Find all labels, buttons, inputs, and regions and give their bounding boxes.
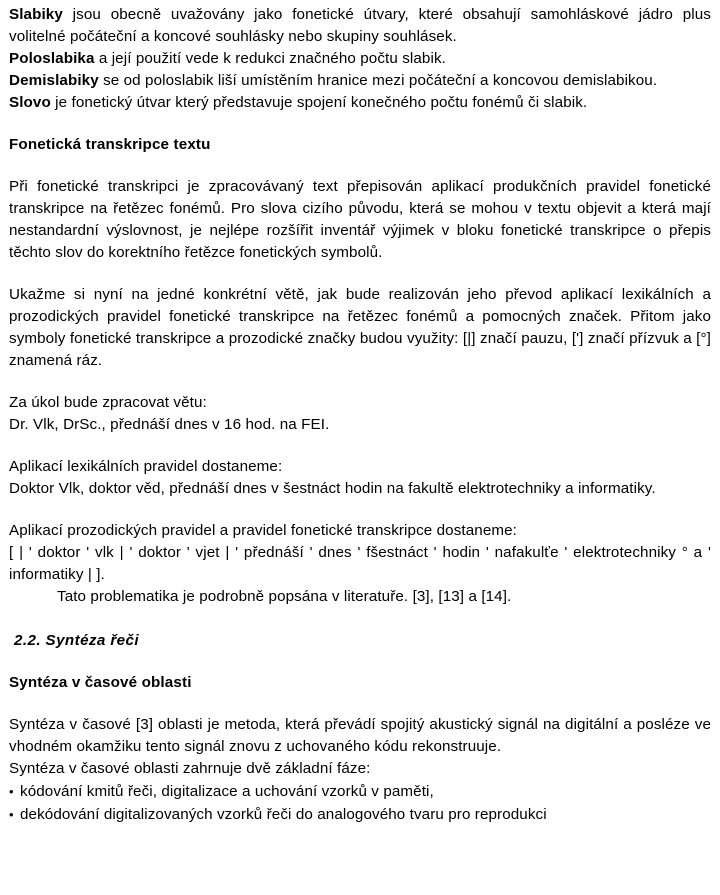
list-item [9,803,711,826]
definition-slabiky-term: Slabiky [9,6,63,23]
label-lexical-rules: Aplikací lexikálních pravidel dostaneme: [9,458,283,475]
heading-section-2-2: 2.2. Syntéza řeči [14,632,139,649]
result-prosodic-transcription: [ | ' doktor ' vlk | ' doktor ' vjet | ' přednáší ' dnes ' fšestnáct ' hodin ' nafakulťe ' elektrotechniky ° a ' informatiky | ]. [9,544,711,583]
definition-slovo-text: je fonetický útvar který představuje spojení konečného počtu fonémů či slabik. [50,94,588,111]
bullet-icon: • [9,807,14,822]
list-item [9,780,711,803]
label-two-phases: Syntéza v časové oblasti zahrnuje dvě základní fáze: [9,760,371,777]
spacer [9,436,711,456]
spacer [9,608,711,630]
definition-slabiky-text: jsou obecně uvažovány jako fonetické útvary, které obsahují samohláskové jádro plus volitelné počáteční a koncové souhlásky nebo skupiny souhlásek. [9,6,711,45]
example-task-sentence: Dr. Vlk, DrSc., přednáší dnes v 16 hod. na FEI. [9,416,330,433]
text-column [9,4,711,826]
definition-demislabiky-term: Demislabiky [9,72,99,89]
literature-reference-note: Tato problematika je podrobně popsána v literatuře. [3], [13] a [14]. [57,588,512,605]
spacer [9,114,711,134]
result-lexical-rules: Doktor Vlk, doktor věd, přednáší dnes v šestnáct hodin na fakultě elektrotechniky a informatiky. [9,480,656,497]
label-task: Za úkol bude zpracovat větu: [9,394,207,411]
intro-definitions-block [9,4,711,114]
definition-slovo [9,92,711,114]
spacer [9,372,711,392]
spacer [9,156,711,176]
spacer [9,500,711,520]
phases-list [9,780,711,826]
definition-demislabiky-text: se od poloslabik liší umístěním hranice mezi počáteční a koncovou demislabikou. [98,72,658,89]
spacer [9,694,711,714]
definition-poloslabika-text: a její použití vede k redukci značného počtu slabik. [94,50,446,67]
list-item-label: dekódování digitalizovaných vzorků řeči do analogového tvaru pro reprodukci [20,806,547,823]
definition-slovo-term: Slovo [9,94,51,111]
definition-demislabiky [9,70,711,92]
definition-poloslabika-term: Poloslabika [9,50,95,67]
bullet-icon: • [9,784,14,799]
paragraph-time-domain-synthesis: Syntéza v časové [3] oblasti je metoda, která převádí spojitý akustický signál na digitální a posléze ve vhodném okamžiku tento signál znovu z uchovaného kódu rekonstruuje. [9,716,711,755]
spacer [9,652,711,672]
definition-poloslabika [9,48,711,70]
definition-slabiky [9,4,711,48]
paragraph-transcription-intro: Při fonetické transkripci je zpracovávaný text přepisován aplikací produkčních pravidel fonetické transkripce na řetězec fonémů. Pro slova cizího původu, která se mohou v textu objevit a která mají nestandardní výslovnost, je nejlépe rozšířit inventář výjimek v bloku fonetické transkripce o přepis těchto slov do korektního řetězce fonetických symbolů. [9,178,711,261]
heading-fonetic-transcription: Fonetická transkripce textu [9,136,211,153]
label-prosodic-rules: Aplikací prozodických pravidel a pravidel fonetické transkripce dostaneme: [9,522,517,539]
list-item-label: kódování kmitů řeči, digitalizace a uchování vzorků v paměti, [20,783,434,800]
paragraph-transcription-example-intro: Ukažme si nyní na jedné konkrétní větě, jak bude realizován jeho převod aplikací lexikálních a prozodických pravidel fonetické transkripce na řetězec fonémů a pomocných značek. Přitom jako symboly fonetické transkripce a prozodické značky budou využity: [|] značí pauzu, ['] značí přízvuk a [°] znamená ráz. [9,286,711,369]
spacer [9,264,711,284]
heading-time-domain-synthesis: Syntéza v časové oblasti [9,674,192,691]
